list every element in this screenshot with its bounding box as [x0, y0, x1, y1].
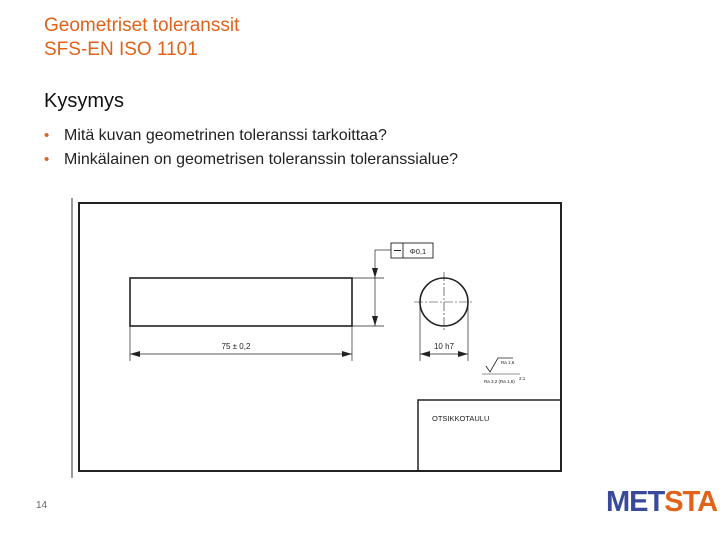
- bullet-list: [44, 124, 458, 172]
- bullet-text: Minkälainen on geometrisen toleranssin toleranssialue?: [64, 151, 459, 168]
- roughness-note-bottom: Ra 3,2 (Ra 1,6): [484, 379, 515, 384]
- length-dimension-label: 75 ± 0,2: [221, 342, 251, 351]
- slide-heading: Kysymys: [44, 90, 124, 112]
- bullet-item: [44, 148, 458, 172]
- tolerance-value: Φ0,1: [409, 247, 427, 256]
- technical-drawing: [68, 196, 568, 480]
- roughness-note-top: Ra 1,6: [501, 360, 515, 365]
- slide-title: [44, 14, 239, 62]
- title-block-label: OTSIKKOTAULU: [432, 414, 490, 423]
- logo-part-2: STA: [664, 486, 718, 518]
- bullet-text: Mitä kuvan geometrinen toleranssi tarkoittaa?: [64, 127, 387, 144]
- metsta-logo: [606, 486, 717, 519]
- logo-part-1: MET: [606, 486, 665, 518]
- title-line-2: SFS-EN ISO 1101: [44, 39, 198, 60]
- bullet-icon: •: [44, 151, 50, 168]
- title-line-1: Geometriset toleranssit: [44, 15, 240, 36]
- bullet-icon: •: [44, 127, 50, 144]
- page-number: 14: [36, 500, 48, 511]
- diameter-dimension-label: 10 h7: [433, 342, 455, 351]
- bullet-item: [44, 124, 458, 148]
- roughness-scale: 2:1: [519, 376, 526, 381]
